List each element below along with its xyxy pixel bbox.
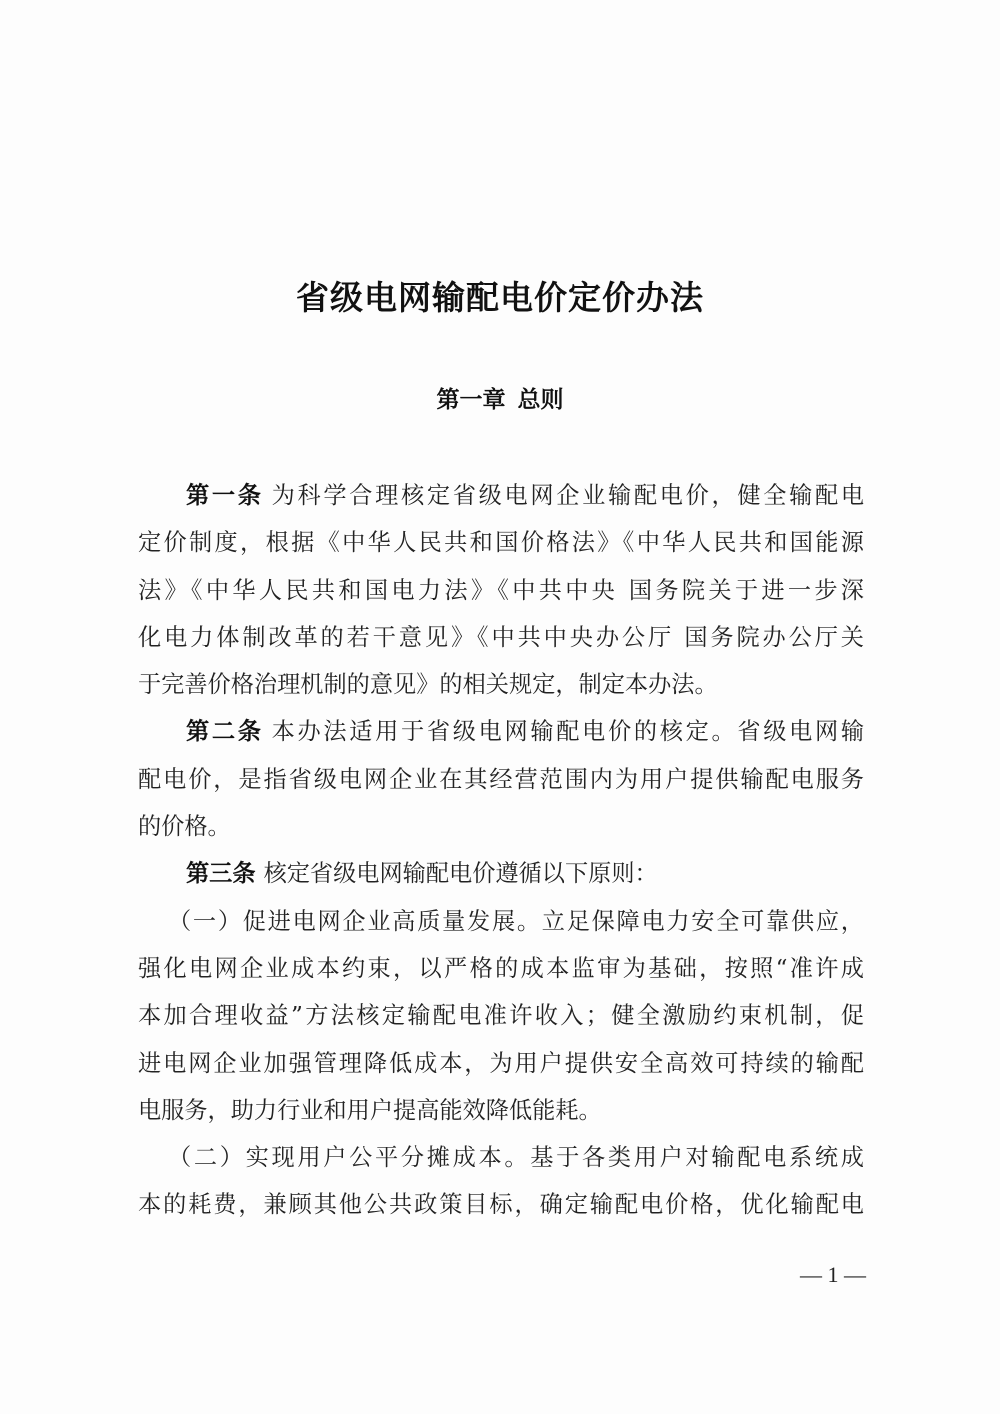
article-text: 本办法适用于省级电网输配电价的核定。省级电网输 — [271, 718, 864, 746]
article-1-line: 定价制度，根据《中华人民共和国价格法》《中华人民共和国能源 — [138, 529, 864, 557]
page-number: — 1 — — [800, 1262, 866, 1287]
article-label: 第二条 — [186, 718, 264, 746]
item-2-line: （二）实现用户公平分摊成本。基于各类用户对输配电系统成 — [168, 1144, 864, 1172]
article-1-line: 法》《中华人民共和国电力法》《中共中央 国务院关于进一步深 — [138, 576, 864, 604]
article-label: 第三条 — [186, 860, 256, 888]
item-1-line: 强化电网企业成本约束，以严格的成本监审为基础，按照“准许成 — [138, 954, 864, 982]
document-title: 省级电网输配电价定价办法 — [296, 278, 704, 317]
body-text — [138, 478, 864, 1235]
item-1-line: 本加合理收益”方法核定输配电准许收入；健全激励约束机制，促 — [138, 1002, 864, 1030]
article-3-line — [138, 856, 864, 903]
article-1-line: 于完善价格治理机制的意见》的相关规定，制定本办法。 — [138, 671, 718, 699]
article-label: 第一条 — [186, 482, 264, 509]
item-1-line: 进电网企业加强管理降低成本，为用户提供安全高效可持续的输配 — [138, 1049, 864, 1077]
chapter-name: 总则 — [517, 387, 564, 413]
article-2-line: 配电价，是指省级电网企业在其经营范围内为用户提供输配电服务 — [138, 765, 864, 793]
item-1-line: （一）促进电网企业高质量发展。立足保障电力安全可靠供应， — [168, 907, 864, 935]
article-text: 核定省级电网输配电价遵循以下原则： — [263, 860, 658, 888]
article-text: 为科学合理核定省级电网企业输配电价，健全输配电 — [271, 482, 864, 509]
article-1-line: 化电力体制改革的若干意见》《中共中央办公厅 国务院办公厅关 — [138, 623, 864, 651]
chapter-heading — [0, 381, 1000, 414]
article-1-line — [138, 478, 864, 525]
item-2-line: 本的耗费，兼顾其他公共政策目标，确定输配电价格，优化输配电 — [138, 1191, 864, 1219]
article-2-line — [138, 714, 864, 761]
article-2-line: 的价格。 — [138, 813, 231, 841]
item-1-line: 电服务，助力行业和用户提高能效降低能耗。 — [138, 1096, 602, 1124]
chapter-number: 第一章 — [436, 387, 506, 413]
